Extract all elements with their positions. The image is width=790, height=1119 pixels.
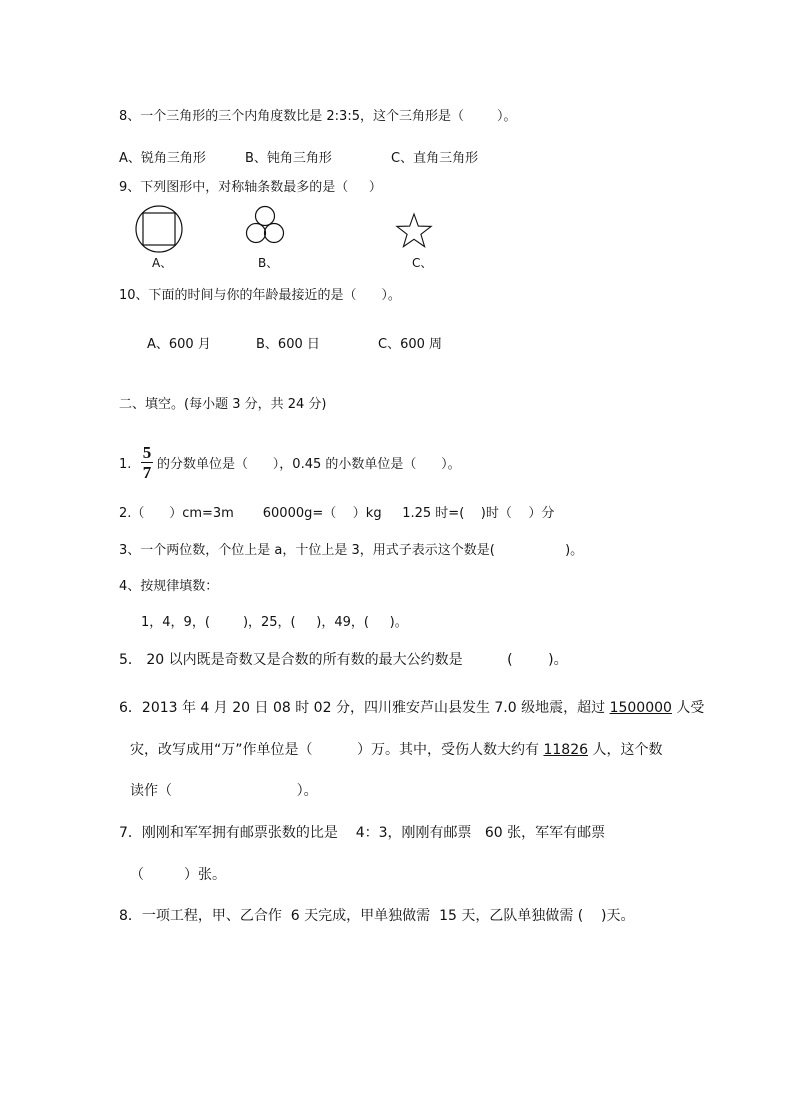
- question-9-text: 9、下列图形中，对称轴条数最多的是（ ）: [119, 180, 382, 195]
- fill-1-text: 的分数单位是（ ），0.45 的小数单位是（ ）。: [157, 457, 461, 472]
- fill-6-line-3: 读作（ ）。: [130, 783, 318, 799]
- fill-4-sequence: 1，4，9，( )，25，( )，49，( )。: [141, 615, 408, 630]
- fraction-denominator: 7: [142, 463, 152, 482]
- q8-option-a: A、锐角三角形: [119, 151, 206, 166]
- fill-8-text: 8．一项工程，甲、乙合作 6 天完成，甲单独做需 15 天，乙队单独做需 ( )天。: [119, 908, 635, 924]
- fill-6-line-1-start: 6．2013 年 4 月 20 日 08 时 02 分，四川雅安芦山县发生 7.0 级地震，超过: [119, 700, 610, 716]
- fraction-numerator: 5: [142, 443, 152, 462]
- q9-label-a: A、: [152, 256, 173, 270]
- circle-with-square-figure: [130, 200, 190, 260]
- fill-7-line-1: 7．刚刚和军军拥有邮票张数的比是 4：3，刚刚有邮票 60 张，军军有邮票: [119, 825, 606, 841]
- fill-6-line-1: [119, 699, 704, 717]
- fill-4-text: 4、按规律填数：: [119, 579, 219, 594]
- star-figure: [394, 212, 438, 256]
- q10-option-c: C、600 周: [378, 337, 443, 352]
- fill-7-line-2: （ ）张。: [130, 867, 227, 883]
- question-8-text: 8、一个三角形的三个内角度数比是 2:3:5，这个三角形是（ ）。: [119, 109, 517, 124]
- fill-6-line-1-end: 人受: [671, 700, 705, 716]
- section-2-title: 二、填空。(每小题 3 分，共 24 分): [119, 397, 327, 412]
- fill-6-line-2: [130, 741, 662, 759]
- injured-count: 11826: [543, 742, 589, 758]
- q9-label-b: B、: [258, 256, 279, 270]
- q8-option-b: B、钝角三角形: [245, 151, 332, 166]
- fill-3-text: 3、一个两位数，个位上是 a，十位上是 3，用式子表示这个数是( )。: [119, 543, 584, 558]
- q10-option-a: A、600 月: [147, 337, 211, 352]
- q8-option-c: C、直角三角形: [391, 151, 479, 166]
- fill-6-line-2-end: 人，这个数: [588, 742, 663, 758]
- fill-1-number: 1.: [119, 457, 132, 472]
- fill-6-line-2-start: 灾，改写成用“万”作单位是（ ）万。其中，受伤人数大约有: [130, 742, 544, 758]
- q9-label-c: C、: [412, 256, 433, 270]
- fill-5-text: 5． 20 以内既是奇数又是合数的所有数的最大公约数是 ( )。: [119, 652, 568, 668]
- question-10-text: 10、下面的时间与你的年龄最接近的是（ ）。: [119, 288, 401, 303]
- affected-count: 1500000: [609, 700, 672, 716]
- three-circles-figure: [242, 204, 292, 254]
- fill-2-text: 2.（ ）cm=3m 60000g=（ ）kg 1.25 时=( )时（ ）分: [119, 506, 555, 521]
- q10-option-b: B、600 日: [256, 337, 320, 352]
